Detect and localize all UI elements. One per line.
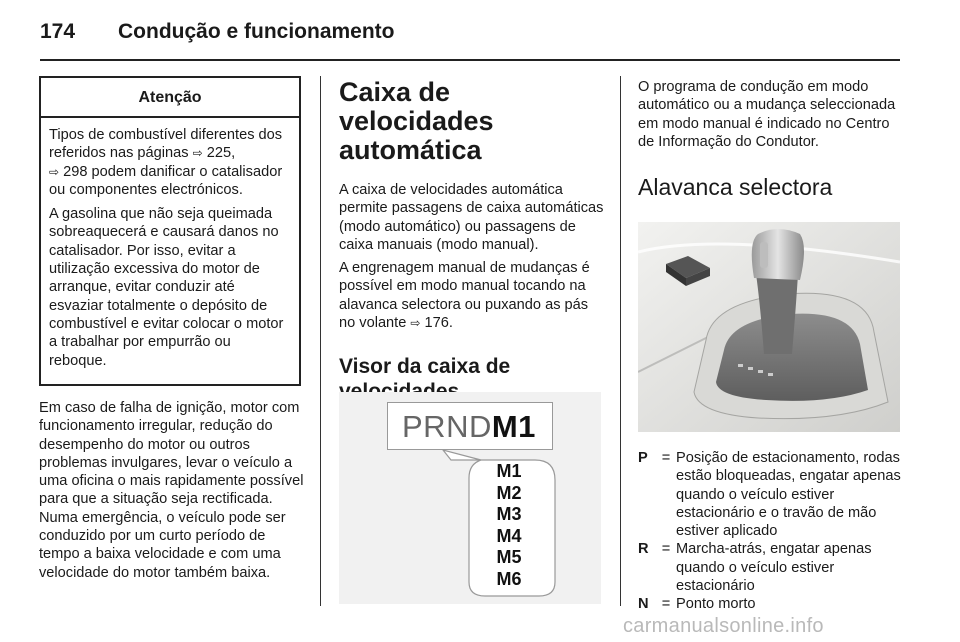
- column-divider: [620, 76, 621, 606]
- gear-description: Marcha-atrás, engatar apenas quando o veículo estiver estacionário: [676, 541, 872, 595]
- column-selector-lever: [638, 78, 902, 219]
- warning-text: Tipos de combustível diferentes dos referidos nas páginas: [49, 127, 283, 162]
- page-reference-link[interactable]: 176: [424, 315, 449, 332]
- display-prnd: PRND: [402, 409, 492, 444]
- page-title: Condução e funcionamento: [118, 20, 395, 43]
- body-text: .: [448, 315, 453, 332]
- selector-lever-illustration: [638, 222, 900, 432]
- section-heading-transmission-display: Visor da caixa de: [339, 355, 511, 379]
- section-heading-automatic-transmission: Caixa de velocidades automática: [339, 77, 494, 165]
- gear-separator: =: [661, 541, 671, 558]
- body-paragraph: A caixa de velocidades automática permite passagens de caixa automáticas (modo automático) ou passagens de caixa manuais (modo manual).: [339, 182, 604, 253]
- gear-description: Ponto morto: [676, 596, 756, 613]
- page-reference-arrow-icon: ⇨: [192, 146, 203, 161]
- display-selected-gear: M1: [491, 409, 536, 444]
- watermark: carmanualsonline.info: [623, 615, 824, 637]
- warning-body: [41, 118, 299, 370]
- manual-gear-list: [441, 461, 577, 590]
- header-rule: [40, 59, 900, 61]
- warning-text: podem danificar o catalisador ou componentes electrónicos.: [49, 163, 283, 198]
- manual-gear: M4: [496, 525, 522, 546]
- gear-separator: =: [661, 596, 671, 613]
- column-divider: [320, 76, 321, 606]
- page-header: [40, 20, 900, 60]
- warning-text: ,: [231, 145, 236, 162]
- gear-key: N: [638, 596, 649, 613]
- page-reference-arrow-icon: ⇨: [49, 164, 60, 179]
- page-reference-arrow-icon: ⇨: [410, 316, 421, 331]
- gear-position-row: [638, 449, 902, 540]
- gear-position-list: [638, 449, 902, 614]
- manual-gear: M3: [496, 504, 522, 524]
- manual-gear: M5: [496, 547, 522, 567]
- selector-lever-photo: [638, 222, 900, 432]
- warning-box: [39, 76, 301, 386]
- warning-paragraph: [49, 126, 291, 199]
- column-automatic-transmission: [339, 78, 605, 418]
- page-number: 174: [40, 20, 76, 43]
- warning-title: Atenção: [41, 78, 299, 118]
- body-paragraph: [339, 259, 605, 332]
- section-heading-selector-lever: Alavanca selectora: [638, 174, 833, 201]
- body-text: A engrenagem manual de mudanças é possível em modo manual tocando na alavanca selectora ou puxando as pás no volante: [339, 260, 590, 332]
- page-reference-link[interactable]: 225: [206, 145, 232, 162]
- manual-gear: M1: [496, 461, 522, 481]
- manual-gear: M6: [496, 568, 522, 589]
- warning-paragraph: A gasolina que não seja queimada sobreaquecerá e causará danos no catalisador. Por isso, evitar a utilização excessiva do motor de arranque, evitar conduzir até esvaziar totalmente o depósito de combustível e evitar colocar o motor a trabalhar por empurrão ou reboque.: [49, 206, 284, 369]
- gear-position-row: [638, 595, 902, 613]
- body-paragraph: O programa de condução em modo automático ou a mudança seleccionada em modo manual é indicado no Centro de Informação do Condutor.: [638, 79, 896, 150]
- manual-gear: M2: [496, 482, 522, 503]
- gear-separator: =: [661, 450, 671, 466]
- misfire-paragraph: Em caso de falha de ignição, motor com funcionamento irregular, redução do desempenho do motor ou outros problemas invulgares, levar o veículo a uma oficina o mais rapidamente possível para que a situação seja rectificada. Numa emergência, o veículo pode ser conduzido por um curto período de tempo a baixa velocidade e com uma velocidade do motor também baixa.: [39, 400, 304, 581]
- gear-description: Posição de estacionamento, rodas estão bloqueadas, engatar apenas quando o veículo estiver estacionário e o travão de mão estiver aplicado: [676, 450, 901, 540]
- gear-key: R: [638, 541, 649, 558]
- page-reference-link[interactable]: 298: [63, 163, 88, 180]
- gear-key: P: [638, 450, 648, 466]
- transmission-display-figure: [339, 392, 601, 604]
- gear-position-row: [638, 540, 902, 595]
